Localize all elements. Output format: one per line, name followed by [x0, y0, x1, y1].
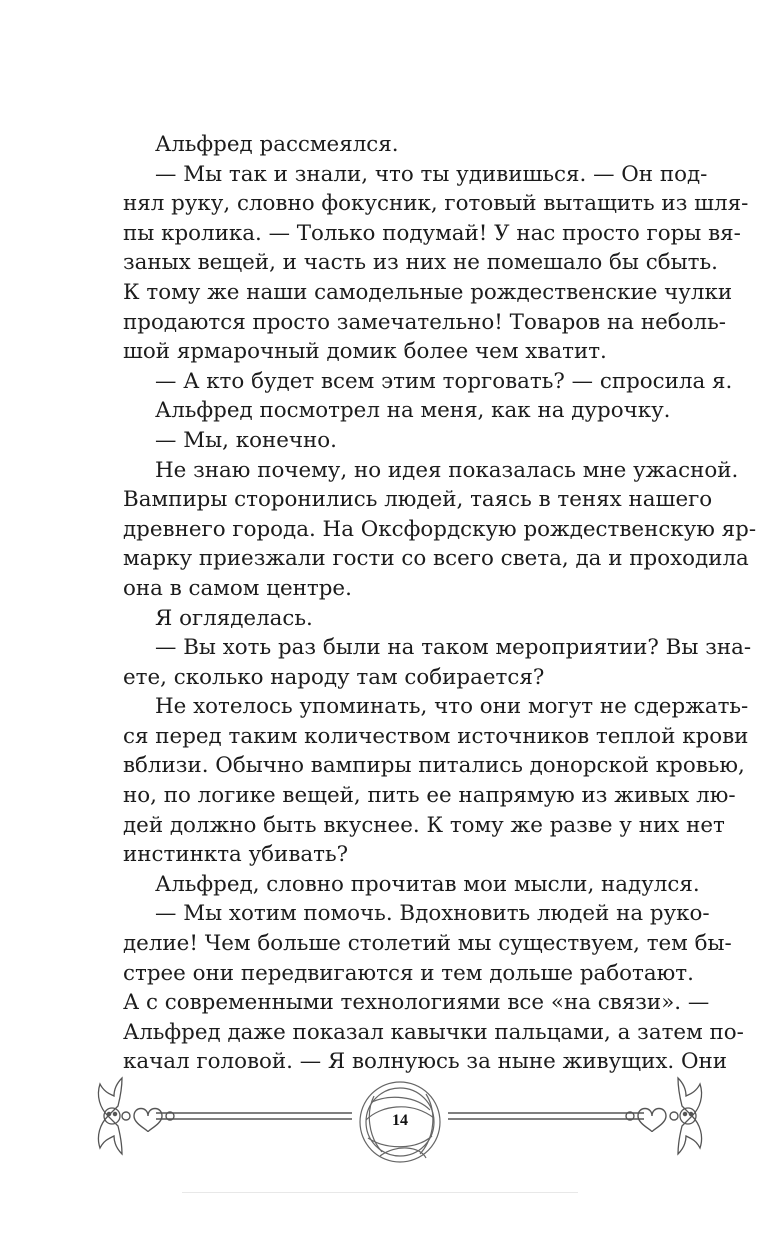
text-line: инстинкта убивать?: [123, 842, 349, 868]
text-line: шой ярмарочный домик более чем хватит.: [123, 339, 607, 365]
text-line: А с современными технологиями все «на связи». —: [123, 990, 710, 1016]
text-line: качал головой. — Я волнуюсь за ныне живущих. Они: [123, 1049, 728, 1075]
text-line: Альфред посмотрел на меня, как на дурочку.: [155, 398, 671, 424]
text-line: Не хотелось упоминать, что они могут не сдержать-: [155, 694, 749, 720]
text-line: К тому же наши самодельные рождественские чулки: [123, 279, 733, 305]
text-line: продаются просто замечательно! Товаров на неболь-: [123, 309, 726, 335]
body-text: [123, 130, 757, 1077]
text-line: дей должно быть вкуснее. К тому же разве у них нет: [123, 812, 725, 838]
page-number: 14: [392, 1112, 408, 1129]
text-line: марку приезжали гости со всего света, да и проходила: [123, 546, 749, 572]
text-line: стрее они передвигаются и тем дольше работают.: [123, 960, 694, 986]
right-heart-icon: [626, 1109, 678, 1133]
text-line: вблизи. Обычно вампиры питались донорской кровью,: [123, 753, 745, 779]
text-line: Альфред даже показал кавычки пальцами, а затем по-: [123, 1019, 744, 1045]
text-line: Альфред, словно прочитав мои мысли, надулся.: [155, 871, 700, 897]
text-line: — Мы так и знали, что ты удивишься. — Он под-: [155, 161, 708, 187]
text-line: делие! Чем больше столетий мы существуем, тем бы-: [123, 931, 732, 957]
text-line: но, по логике вещей, пить ее напрямую из живых лю-: [123, 783, 736, 809]
right-bat-icon: [678, 1078, 702, 1154]
text-line: древнего города. На Оксфордскую рождественскую яр-: [123, 516, 757, 542]
text-line: Вампиры сторонились людей, таясь в тенях нашего: [123, 487, 713, 513]
text-line: она в самом центре.: [123, 575, 352, 601]
text-line: Я огляделась.: [155, 605, 313, 631]
bottom-divider: [182, 1192, 578, 1193]
text-line: — Мы хотим помочь. Вдохновить людей на руко-: [155, 901, 710, 927]
text-line: — А кто будет всем этим торговать? — спросила я.: [155, 368, 733, 394]
text-line: пы кролика. — Только подумай! У нас просто горы вя-: [123, 220, 741, 246]
left-heart-icon: [122, 1109, 174, 1133]
left-bat-icon: [98, 1078, 122, 1154]
text-line: ся перед таким количеством источников теплой крови: [123, 723, 749, 749]
text-line: нял руку, словно фокусник, готовый вытащить из шля-: [123, 191, 749, 217]
text-line: — Мы, конечно.: [155, 427, 337, 453]
text-line: — Вы хоть раз были на таком мероприятии? Вы зна-: [155, 635, 752, 661]
text-line: Альфред рассмеялся.: [155, 132, 399, 157]
text-line: заных вещей, и часть из них не помешало бы сбыть.: [123, 250, 718, 276]
text-line: ете, сколько народу там собирается?: [123, 664, 545, 690]
text-line: Не знаю почему, но идея показалась мне ужасной.: [155, 457, 739, 483]
